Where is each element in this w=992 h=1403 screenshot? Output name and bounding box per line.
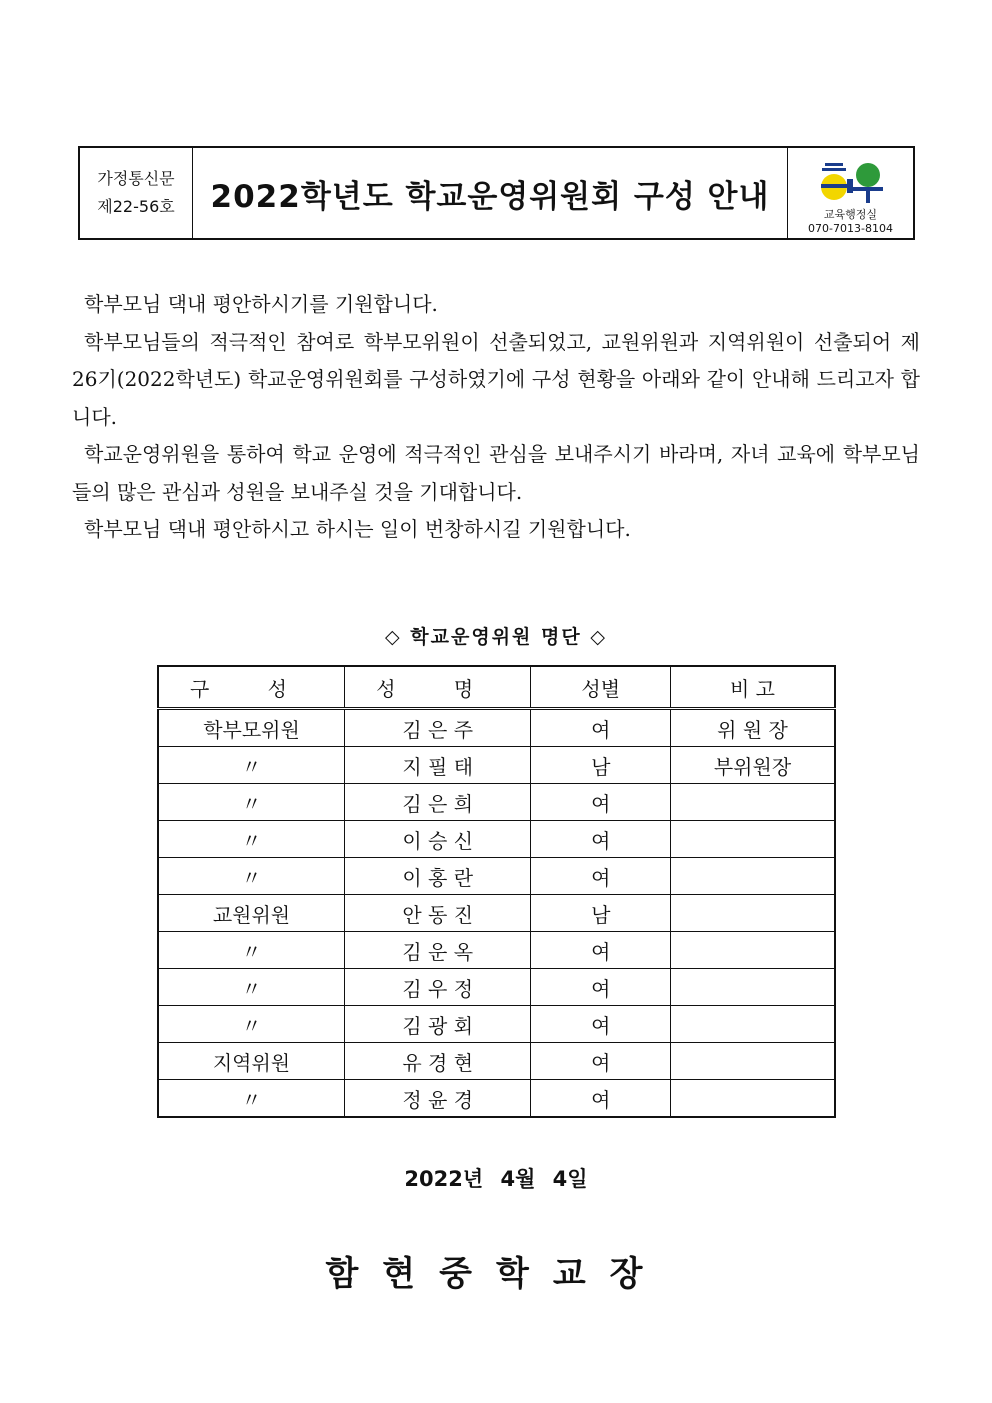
table-row: [158, 858, 835, 895]
school-logo-icon: [819, 161, 883, 205]
column-header-role: 구 성: [158, 666, 344, 709]
cell-gender: 여: [531, 821, 671, 858]
cell-name: 지 필 태: [344, 747, 530, 784]
cell-name: 이 승 신: [344, 821, 530, 858]
cell-note: [671, 969, 836, 1006]
cell-name: 김 운 옥: [344, 932, 530, 969]
contact-cell: [787, 148, 913, 238]
office-name: 교육행정실: [823, 208, 878, 221]
notice-id-cell: [80, 148, 193, 238]
table-row: [158, 1043, 835, 1080]
table-row: [158, 969, 835, 1006]
cell-name: 안 동 진: [344, 895, 530, 932]
cell-note: [671, 1080, 836, 1118]
table-row: [158, 932, 835, 969]
document-title-cell: [193, 148, 787, 238]
cell-name: 김 은 희: [344, 784, 530, 821]
cell-name: 김 광 회: [344, 1006, 530, 1043]
member-table-header: [158, 666, 835, 709]
column-header-note: 비 고: [671, 666, 836, 709]
cell-note: 부위원장: [671, 747, 836, 784]
cell-gender: 여: [531, 1080, 671, 1118]
cell-note: [671, 895, 836, 932]
cell-gender: 여: [531, 784, 671, 821]
cell-note: [671, 784, 836, 821]
member-table: [157, 665, 836, 1118]
office-phone: 070-7013-8104: [808, 222, 893, 235]
cell-name: 정 윤 경: [344, 1080, 530, 1118]
cell-role: 〃: [158, 858, 344, 895]
issue-date: 2022년 4월 4일: [404, 1167, 588, 1191]
paragraph-composition: 학부모님들의 적극적인 참여로 학부모위원이 선출되었고, 교원위원과 지역위원이 선출되어 제26기(2022학년도) 학교운영위원회를 구성하였기에 구성 현황을 아래와 같이 안내해 드리고자 합니다.: [72, 329, 920, 429]
document-title: 2022학년도 학교운영위원회 구성 안내: [210, 178, 770, 215]
notice-number: 제22-56호: [97, 197, 175, 216]
cell-role: 〃: [158, 969, 344, 1006]
cell-name: 유 경 현: [344, 1043, 530, 1080]
table-row: [158, 821, 835, 858]
cell-gender: 여: [531, 1006, 671, 1043]
cell-gender: 남: [531, 747, 671, 784]
paragraph-closing: 학부모님 댁내 평안하시고 하시는 일이 번창하시길 기원합니다.: [84, 517, 631, 541]
column-header-name: 성 명: [344, 666, 530, 709]
cell-note: [671, 1006, 836, 1043]
paragraph-request: 학교운영위원을 통하여 학교 운영에 적극적인 관심을 보내주시기 바라며, 자녀 교육에 학부모님들의 많은 관심과 성원을 보내주실 것을 기대합니다.: [72, 442, 920, 504]
cell-role: 〃: [158, 1080, 344, 1118]
table-row: [158, 709, 835, 747]
principal-signature: 함현중학교장: [325, 1254, 667, 1294]
cell-note: 위 원 장: [671, 709, 836, 747]
cell-role: 〃: [158, 821, 344, 858]
notice-category: 가정통신문: [97, 169, 175, 188]
cell-gender: 여: [531, 858, 671, 895]
cell-note: [671, 858, 836, 895]
cell-gender: 여: [531, 709, 671, 747]
column-header-gender: 성별: [531, 666, 671, 709]
cell-gender: 여: [531, 969, 671, 1006]
cell-role: 〃: [158, 747, 344, 784]
cell-note: [671, 932, 836, 969]
cell-role: 지역위원: [158, 1043, 344, 1080]
cell-role: 〃: [158, 1006, 344, 1043]
cell-gender: 여: [531, 932, 671, 969]
letter-body: [72, 286, 920, 549]
cell-name: 김 우 정: [344, 969, 530, 1006]
table-row: [158, 747, 835, 784]
table-row: [158, 1080, 835, 1118]
cell-gender: 여: [531, 1043, 671, 1080]
cell-name: 이 홍 란: [344, 858, 530, 895]
table-row: [158, 1006, 835, 1043]
cell-note: [671, 821, 836, 858]
cell-role: 〃: [158, 784, 344, 821]
cell-name: 김 은 주: [344, 709, 530, 747]
cell-role: 교원위원: [158, 895, 344, 932]
table-row: [158, 895, 835, 932]
cell-role: 〃: [158, 932, 344, 969]
cell-gender: 남: [531, 895, 671, 932]
notice-header: [78, 146, 915, 240]
cell-note: [671, 1043, 836, 1080]
table-row: [158, 784, 835, 821]
cell-role: 학부모위원: [158, 709, 344, 747]
member-list-title: ◇ 학교운영위원 명단 ◇: [385, 626, 607, 648]
paragraph-greeting: 학부모님 댁내 평안하시기를 기원합니다.: [84, 292, 438, 316]
